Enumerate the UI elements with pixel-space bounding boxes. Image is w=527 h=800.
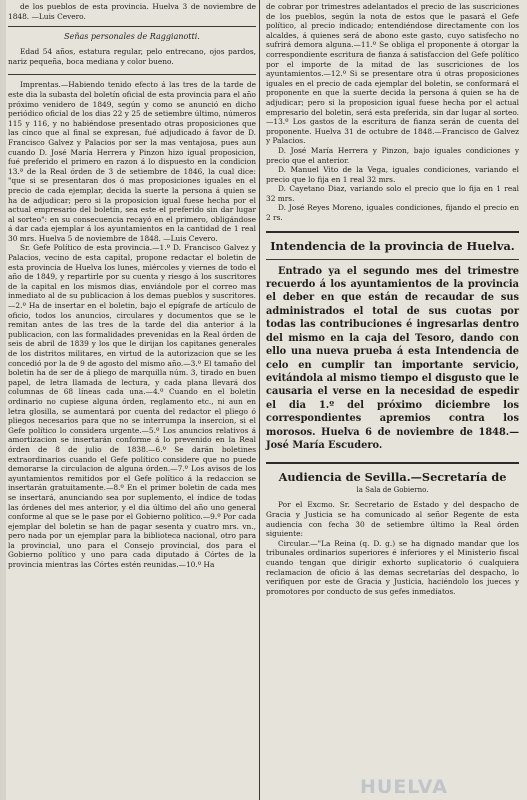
divider <box>266 462 519 464</box>
personal-text: Edad 54 años, estatura regular, pelo entrecano, ojos pardos, nariz pequeña, boca mediana y color bueno. <box>8 47 256 66</box>
divider <box>266 231 519 233</box>
proposal-4: D. Cayetano Diaz, variando solo el precio que lo fija en 1 real 32 mrs. <box>266 184 519 203</box>
proposal-3: D. Manuel Vito de la Vega, iguales condiciones, variando el precio que lo fija en 1 real 32 mrs. <box>266 165 519 184</box>
column-divider <box>259 0 260 800</box>
intendencia-title: Intendencia de la provincia de Huelva. <box>270 238 515 253</box>
page-edge <box>0 0 6 800</box>
proposal-5: D. José Reyes Moreno, iguales condiciones, fijando el precio en 2 rs. <box>266 203 519 223</box>
audiencia-paragraph-2: Circular.—"La Reina (q. D. g.) se ha dignado mandar que los tribunales ordinarios superiores é inferiores y el Ministerio fiscal cuando tengan que dirigir exhorto suplicatorio ó cualquiera reclamacion de oficio á las demas secretarías del despacho, lo verifiquen por este de Gracia y Justicia, haciéndolo los jueces y promotores por conducto de sus gefes inmediatos. <box>266 538 519 596</box>
top-lines: de los pueblos de esta provincia. Huelva 3 de noviembre de 1848. —Luis Cevero. <box>8 2 256 21</box>
right-column <box>266 0 519 596</box>
intendencia-body: Entrado ya el segundo mes del trimestre recuerdo á los ayuntamientos de la provincia el deber en que están de recaudar de sus administrados el total de sus cuotas por todas las contribuciones é ingresarlas dentro del mismo en la caja del Tesoro, dando con ello una nueva prueba á esta Intendencia de celo en cumplir tan importante servicio, evitándola al mismo tiempo el disgusto que le causaria el verse en la necesidad de espedir el dia 1.º del próximo diciembre los correspondientes apremios contra los morosos. Huelva 6 de noviembre de 1848.—José María Escudero. <box>266 265 519 451</box>
left-column <box>8 0 256 570</box>
personal-header: Señas personales de Raggianotti. <box>64 32 200 42</box>
proposal-2: D. José María Herrera y Pinzon, bajo iguales condiciones y precio que el anterior. <box>266 145 519 165</box>
divider <box>8 74 256 75</box>
divider <box>266 259 519 260</box>
propuesta-paragraph: Sr. Gefe Político de esta provincia.—1.º D. Francisco Galvez y Palacios, vecino de esta capital, propone redactar el boletin de esta provincia de Huelva los lunes, miércoles y viernes de todo el año de 1849, y repartirle por su cuenta y riesgo á los suscritores de la capital en los mismos dias, enviándole por el correo mas inmediato al de su publicacion á los demas pueblos y suscritores.—2.º Ha de insertar en el boletin, bajo el epígrafe de artículo de oficio, todos los anuncios, circulares y documentos que se le remitan antes de las tres de la tarde del dia anterior á la publicacion, con las formalidades prevenidas en la Real órden de seis de abril de 1839 y los que le dirijan los capitanes generales de los distritos militares, en virtud de la autorizacion que se les concedió por la de 9 de agosto del mismo año.—3.º El tamaño del boletin ha de ser de á pliego de marquilla núm. 3, tirado en buen papel, de letra llamada de lectura, y cada plana llevará dos columnas de 68 líneas cada una.—4.º Cuando en el boletin ordinario no cupiese alguna órden, reglamento etc., ni aun en letra glosilla, se aumentará por cuenta del redactor el pliego ó pliegos necesarios para que no se interrumpa la insercion, si el Gefe político lo considera urgente.—5.º Los anuncios relativos á amortizacion se insertarán conforme á lo prevenido en la Real órden de 8 de julio de 1838.—6.º Se darán boletines extraordinarios cuando el Gefe político considere que no puede demorarse la circulacion de alguna órden.—7.º Los avisos de los ayuntamientos remitidos por el Gefe político á la redaccion se insertarán gratuitamente.—8.º En el primer boletin de cada mes se insertará, anunciando sea por suplemento, el índice de todas las órdenes del mes anterior, y el dia último del año uno general conforme al que se le pase por el Gobierno político.—9.º Por cada ejemplar del boletin se han de pagar sesenta y cuatro mrs. vn., pero nada por un ejemplar para la biblioteca nacional, otro para la provincial, uno para el Consejo provincial, dos para el Gobierno político y uno para cada diputado á Córtes de la provincia mientras las Córtes estén reunidas.—10.º Ha <box>8 243 256 570</box>
continued-paragraph: de cobrar por trimestres adelantados el precio de las suscriciones de los pueblos, según la nota de estos que le pasará el Gefe político, al precio indicado; entendiéndose directamente con los alcaldes, á quienes será de abono este gasto, cuyo satisfecho no sufrirá demora alguna.—11.º Se obliga el proponente á otorgar la correspondiente escritura de fianza á satisfaccion del Gefe político por el importe de la mitad de las suscriciones de los ayuntamientos.—12.º Si se presentare otra ú otras proposiciones iguales en el precio de cada ejemplar del boletin, se conformará el proponente en que la suerte decida la persona á quien se ha de adjudicar; pero si la proposicion igual fuese hecha por el actual empresario del boletin, será esta preferida, sin dar lugar al sorteo.—13.º Los gastos de la escritura de fianza serán de cuenta del proponente. Huelva 31 de octubre de 1848.—Francisco de Galvez y Palacios. <box>266 2 519 146</box>
audiencia-title: Audiencia de Sevilla.—Secretaría de <box>278 470 507 485</box>
audiencia-subtitle: la Sala de Gobierno. <box>356 486 429 495</box>
audiencia-paragraph-1: Por el Excmo. Sr. Secretario de Estado y del despacho de Gracia y Justicia se ha comunicado al señor Regente de esta audiencia con fecha 30 de setiembre último la Real órden siguiente: <box>266 500 519 539</box>
divider <box>8 26 256 27</box>
archive-watermark: HUELVA <box>360 776 448 798</box>
imprentas-paragraph: Imprentas.—Habiendo tenido efecto á las tres de la tarde de este dia la subasta del boletín oficial de esta provincia para el año próximo venidero de 1849, según y como se anunció en dicho periódico oficial de los dias 22 y 25 de setiembre último, números 115 y 116, y no habiéndose presentado otras proposiciones que las cinco que al final se expresan, fué adjudicado á favor de D. Francisco Galvez y Palacios por ser la mas ventajosa, pues aun cuando D. José María Herrera y Pinzon hizo igual proposicion, fué preferido el primero en razon á lo dispuesto en la condicion 13.ª de la Real órden de 3 de setiembre de 1846, la cual dice: "que si se presentaran dos ó mas proposiciones iguales en el precio de cada ejemplar, decida la suerte la persona á quien se ha de adjudicar; pero si la proposicion igual fuese hecha por el actual empresario del boletín, sea este el preferido sin dar lugar al sorteo": en su consecuencia recayó en el primero, obligándose á dar cada ejemplar á los ayuntamientos en la cantidad de 1 real 30 mrs. Huelva 5 de noviembre de 1848. —Luis Cevero. <box>8 80 256 243</box>
